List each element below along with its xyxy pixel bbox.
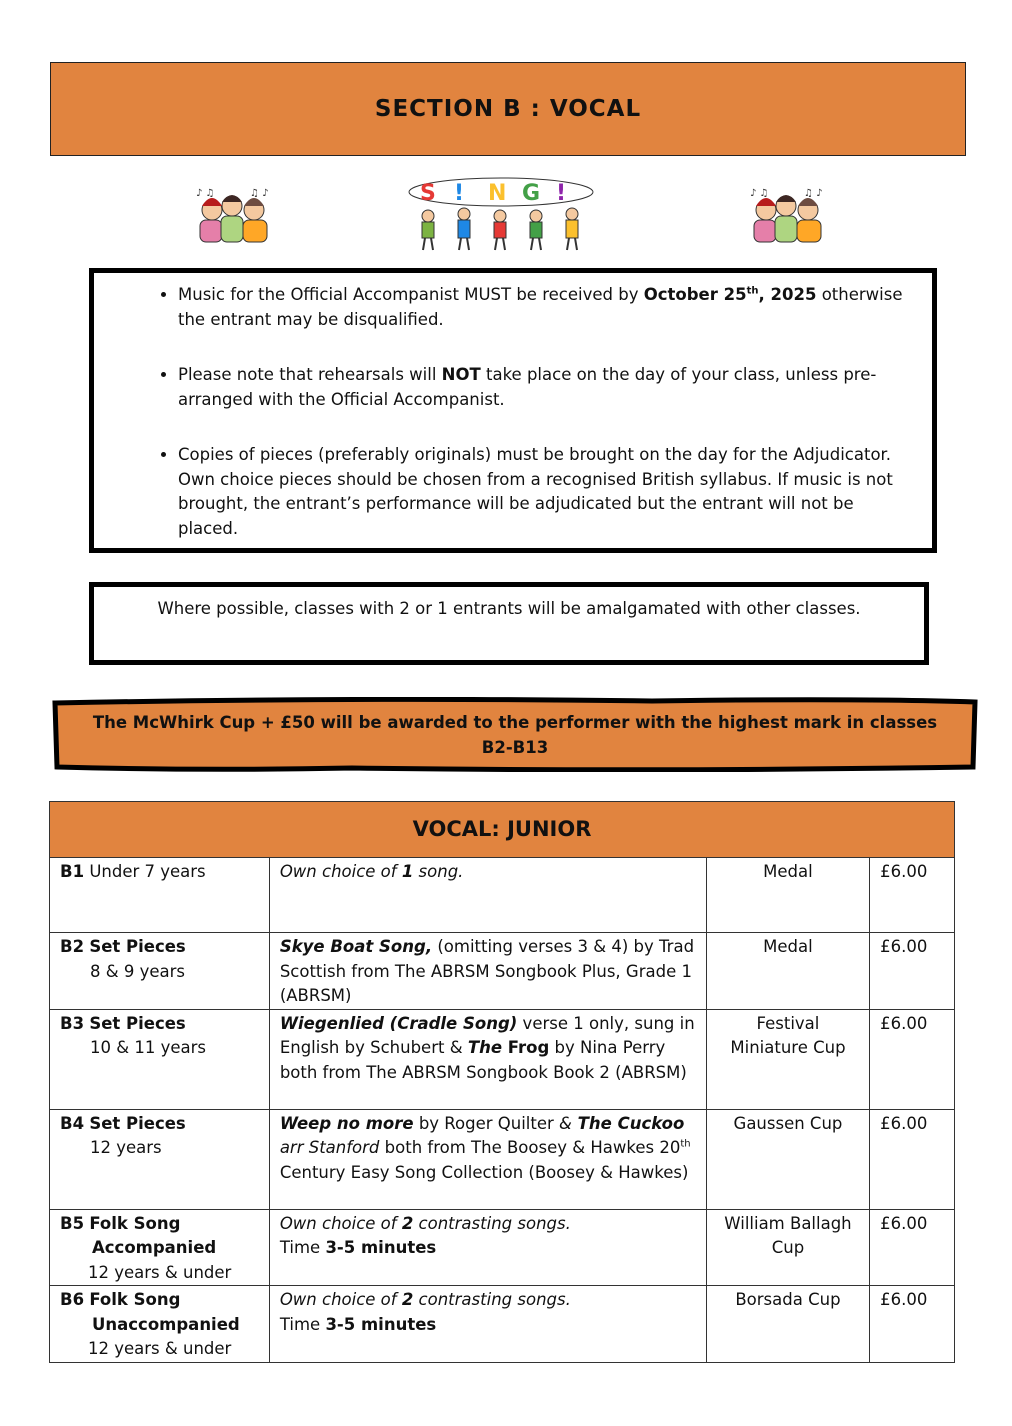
- class-name: Set Pieces: [89, 1013, 186, 1033]
- class-subname: Accompanied: [92, 1238, 217, 1257]
- table-row: [50, 1286, 955, 1363]
- sing-logo-illustration: [406, 176, 596, 252]
- table-row: [50, 858, 955, 933]
- sing-letter-s: S: [420, 181, 436, 206]
- text-run: th: [746, 285, 759, 297]
- piece-cell: [269, 858, 706, 933]
- svg-text:♪ ♫: ♪ ♫: [196, 188, 215, 199]
- class-age: 8 & 9 years: [90, 961, 186, 981]
- award-text: The McWhirk Cup + £50 will be awarded to the performer with the highest mark in classes B2-B13: [92, 712, 938, 757]
- class-age: 12 years: [90, 1138, 162, 1157]
- text-run: Own choice of: [279, 1290, 402, 1309]
- sing-letter-exclaim-2: !: [556, 181, 567, 206]
- class-code: B5: [60, 1213, 85, 1233]
- class-name: Folk Song: [89, 1290, 181, 1309]
- text-run: Time: [279, 1238, 326, 1257]
- text-run: 3-5 minutes: [325, 1314, 437, 1334]
- text-run: NOT: [441, 365, 481, 384]
- rule-item: [178, 443, 912, 541]
- sing-letter-g: G: [522, 181, 541, 206]
- award-cell: Gaussen Cup: [706, 1109, 869, 1209]
- class-code: B1: [60, 862, 85, 881]
- fee-cell: £6.00: [870, 1286, 955, 1363]
- text-run: contrasting songs.: [413, 1290, 571, 1309]
- class-code: B2: [60, 937, 85, 956]
- fee-cell: £6.00: [870, 933, 955, 1010]
- class-cell: [50, 858, 270, 933]
- award-cell: Festival Miniature Cup: [706, 1009, 869, 1109]
- piece-cell: [269, 1109, 706, 1209]
- singers-right-illustration: [746, 186, 834, 246]
- text-run: &: [559, 1113, 572, 1133]
- table-heading: VOCAL: JUNIOR: [50, 802, 955, 858]
- text-run: arr Stanford: [279, 1138, 380, 1157]
- text-run: Frog: [502, 1038, 550, 1057]
- class-code: B4: [60, 1113, 85, 1133]
- svg-text:♪ ♫: ♪ ♫: [750, 188, 769, 199]
- text-run: 1: [401, 862, 414, 881]
- sing-letter-n: N: [488, 181, 507, 206]
- rule-item: [178, 363, 912, 412]
- text-run: both from The Boosey & Hawkes 20: [379, 1138, 681, 1157]
- award-cell: Borsada Cup: [706, 1286, 869, 1363]
- award-cell: Medal: [706, 933, 869, 1010]
- fee-cell: £6.00: [870, 858, 955, 933]
- text-run: by Roger Quilter: [413, 1113, 560, 1133]
- piece-cell: [269, 1286, 706, 1363]
- class-cell: [50, 1286, 270, 1363]
- sing-letter-exclaim: !: [454, 181, 465, 206]
- piece-cell: [269, 1209, 706, 1286]
- text-run: (omitting verses 3 & 4) by Trad Scottish from The ABRSM Songbook Plus, Grade 1 (ABRSM): [279, 937, 695, 1005]
- text-run: Music for the Official Accompanist MUST be received by: [178, 285, 644, 304]
- text-run: 2: [401, 1290, 414, 1309]
- text-run: Own choice of: [279, 1213, 402, 1233]
- text-run: Copies of pieces (preferably originals) must be brought on the day for the Adjudicator. Own choice pieces should be chosen from a recognised British syllabus. If music is not brought, the entrant’s performance will be adjudicated but the entrant will not be placed.: [178, 445, 893, 538]
- class-code: B3: [60, 1013, 85, 1033]
- table-row: [50, 1209, 955, 1286]
- fee-cell: £6.00: [870, 1109, 955, 1209]
- text-run: Skye Boat Song,: [279, 937, 433, 956]
- class-cell: [50, 933, 270, 1010]
- text-run: The Cuckoo: [571, 1113, 685, 1133]
- text-run: take place on the day of your class, unless pre-arranged with the Official Accompanist.: [178, 365, 877, 409]
- text-run: Weep no more: [279, 1113, 414, 1133]
- rules-list: [94, 273, 932, 541]
- section-title: SECTION B : VOCAL: [374, 96, 642, 122]
- class-age: 12 years & under: [88, 1262, 232, 1282]
- section-title-banner: [50, 62, 966, 156]
- svg-text:♫ ♪: ♫ ♪: [250, 188, 269, 199]
- vocal-junior-table: [49, 801, 955, 1363]
- class-age: 12 years & under: [88, 1339, 232, 1358]
- text-run: Century Easy Song Collection (Boosey & Hawkes): [279, 1162, 689, 1182]
- text-run: 2: [401, 1213, 414, 1233]
- amalgamation-notice-box: [89, 582, 929, 665]
- text-run: contrasting songs.: [413, 1213, 571, 1233]
- text-run: The: [467, 1038, 503, 1057]
- class-cell: [50, 1009, 270, 1109]
- text-run: verse 1 only, sung in English by Schubert &: [279, 1013, 695, 1057]
- class-name: Set Pieces: [89, 1113, 186, 1133]
- text-run: 3-5 minutes: [325, 1238, 437, 1257]
- text-run: Time: [279, 1314, 326, 1334]
- rule-item: [178, 283, 912, 332]
- text-run: Own choice of: [279, 862, 402, 881]
- text-run: , 2025: [758, 285, 817, 304]
- text-run: song.: [413, 862, 464, 881]
- fee-cell: £6.00: [870, 1009, 955, 1109]
- class-cell: [50, 1209, 270, 1286]
- class-age: 10 & 11 years: [90, 1038, 206, 1057]
- class-name: Set Pieces: [89, 937, 186, 956]
- award-banner: [52, 697, 978, 772]
- text-run: th: [680, 1138, 691, 1150]
- amalgamation-note: Where possible, classes with 2 or 1 entrants will be amalgamated with other classes.: [157, 599, 861, 618]
- class-cell: [50, 1109, 270, 1209]
- class-subname: Unaccompanied: [92, 1314, 240, 1334]
- text-run: otherwise the entrant may be disqualified.: [178, 285, 903, 329]
- class-name: Under 7 years: [89, 862, 206, 881]
- text-run: Please note that rehearsals will: [178, 365, 442, 384]
- fee-cell: £6.00: [870, 1209, 955, 1286]
- class-name: Folk Song: [89, 1213, 181, 1233]
- class-code: B6: [60, 1290, 85, 1309]
- text-run: Wiegenlied (Cradle Song): [279, 1013, 518, 1033]
- text-run: by Nina Perry both from The ABRSM Songbook Book 2 (ABRSM): [279, 1038, 687, 1082]
- piece-cell: [269, 1009, 706, 1109]
- singers-left-illustration: [192, 186, 280, 246]
- award-cell: Medal: [706, 858, 869, 933]
- text-run: October 25: [643, 285, 747, 304]
- award-cell: William Ballagh Cup: [706, 1209, 869, 1286]
- svg-text:♫ ♪: ♫ ♪: [804, 188, 823, 199]
- table-row: [50, 933, 955, 1010]
- piece-cell: [269, 933, 706, 1010]
- table-row: [50, 1109, 955, 1209]
- rules-notice-box: [89, 268, 937, 553]
- table-row: [50, 1009, 955, 1109]
